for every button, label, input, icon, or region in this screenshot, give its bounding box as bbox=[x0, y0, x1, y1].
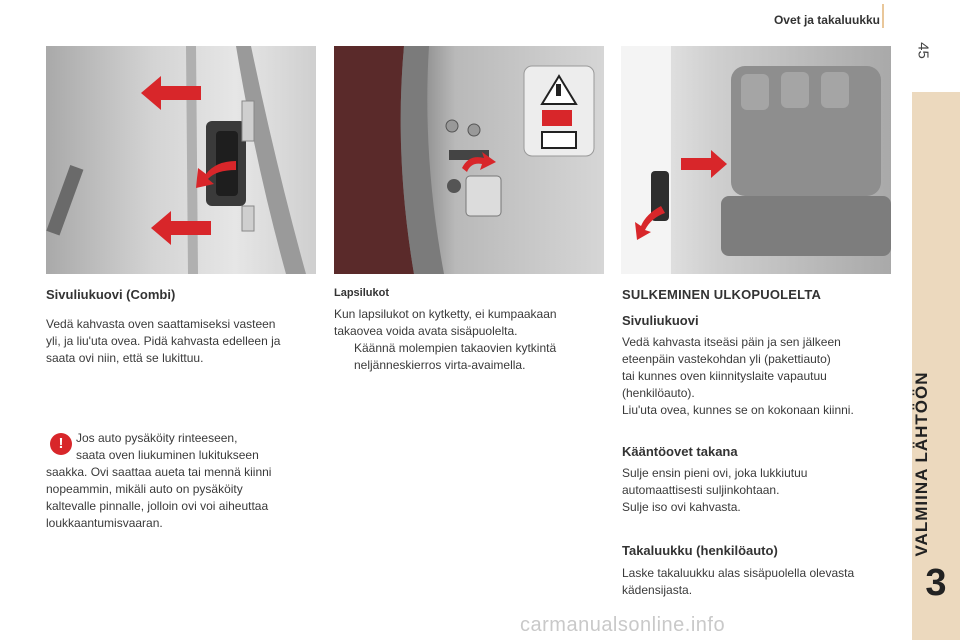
text-line: saata oven liukuminen lukitukseen bbox=[76, 448, 259, 462]
text-line: Kun lapsilukot on kytketty, ei kumpaakaan bbox=[334, 307, 557, 321]
tailgate-text bbox=[622, 565, 902, 599]
bullet-mark bbox=[334, 340, 354, 374]
rear-doors-title: Kääntöovet takana bbox=[622, 444, 738, 459]
sliding-door-combi-text bbox=[46, 316, 326, 367]
section-header: Ovet ja takaluukku bbox=[773, 13, 880, 27]
text-line: eteenpäin vastekohdan yli (pakettiauto) bbox=[622, 352, 831, 366]
child-lock-photo bbox=[334, 46, 604, 274]
child-lock-text bbox=[334, 306, 614, 374]
text-line: tai kunnes oven kiinnityslaite vapautuu bbox=[622, 369, 827, 383]
page-number: 45 bbox=[914, 42, 932, 59]
text-line: Liu'uta ovea, kunnes se on kokonaan kiinni. bbox=[622, 403, 854, 417]
bullet-item bbox=[334, 340, 614, 374]
text-line: loukkaantumisvaaran. bbox=[46, 516, 163, 530]
chapter-title: VALMIINA LÄHTÖÖN bbox=[912, 371, 931, 557]
text-line: Jos auto pysäköity rinteeseen, bbox=[76, 431, 238, 445]
header-divider bbox=[882, 4, 884, 28]
child-lock-title: Lapsilukot bbox=[334, 287, 390, 299]
tailgate-title: Takaluukku (henkilöauto) bbox=[622, 543, 778, 558]
text-line: Sulje ensin pieni ovi, joka lukkiutuu bbox=[622, 466, 808, 480]
text-line: nopeammin, mikäli auto on pysäköity bbox=[46, 482, 243, 496]
text-line: Vedä kahvasta oven saattamiseksi vasteen bbox=[46, 317, 276, 331]
text-line: (henkilöauto). bbox=[622, 386, 695, 400]
text-line: takaovea voida avata sisäpuolelta. bbox=[334, 324, 518, 338]
text-line: Laske takaluukku alas sisäpuolella olevasta bbox=[622, 566, 855, 580]
slope-warning-text bbox=[46, 430, 336, 532]
closing-outside-title: SULKEMINEN ULKOPUOLELTA bbox=[622, 287, 822, 302]
rear-doors-text bbox=[622, 465, 902, 516]
text-line: kaltevalle pinnalle, jolloin ovi voi aiheuttaa bbox=[46, 499, 269, 513]
sliding-door-photo bbox=[46, 46, 316, 274]
chapter-number: 3 bbox=[925, 562, 947, 604]
text-line: Käännä molempien takaovien kytkintä bbox=[354, 341, 557, 355]
warning-icon: ! bbox=[50, 433, 72, 455]
text-line: Vedä kahvasta itseäsi päin ja sen jälkeen bbox=[622, 335, 841, 349]
sliding-door-text bbox=[622, 334, 902, 419]
rear-seat-photo bbox=[621, 46, 891, 274]
sliding-door-combi-title: Sivuliukuovi (Combi) bbox=[46, 287, 176, 302]
text-line: Sulje iso ovi kahvasta. bbox=[622, 500, 741, 514]
watermark: carmanualsonline.info bbox=[520, 614, 726, 636]
sliding-door-title: Sivuliukuovi bbox=[622, 313, 699, 328]
text-line: yli, ja liu'uta ovea. Pidä kahvasta edelleen ja bbox=[46, 334, 281, 348]
text-line: automaattisesti suljinkohtaan. bbox=[622, 483, 780, 497]
text-line: saakka. Ovi saattaa aueta tai mennä kiinni bbox=[46, 465, 272, 479]
text-line: neljänneskierros virta-avaimella. bbox=[354, 358, 526, 372]
text-line: kädensijasta. bbox=[622, 583, 693, 597]
text-line: saata ovi niin, että se lukittuu. bbox=[46, 351, 204, 365]
